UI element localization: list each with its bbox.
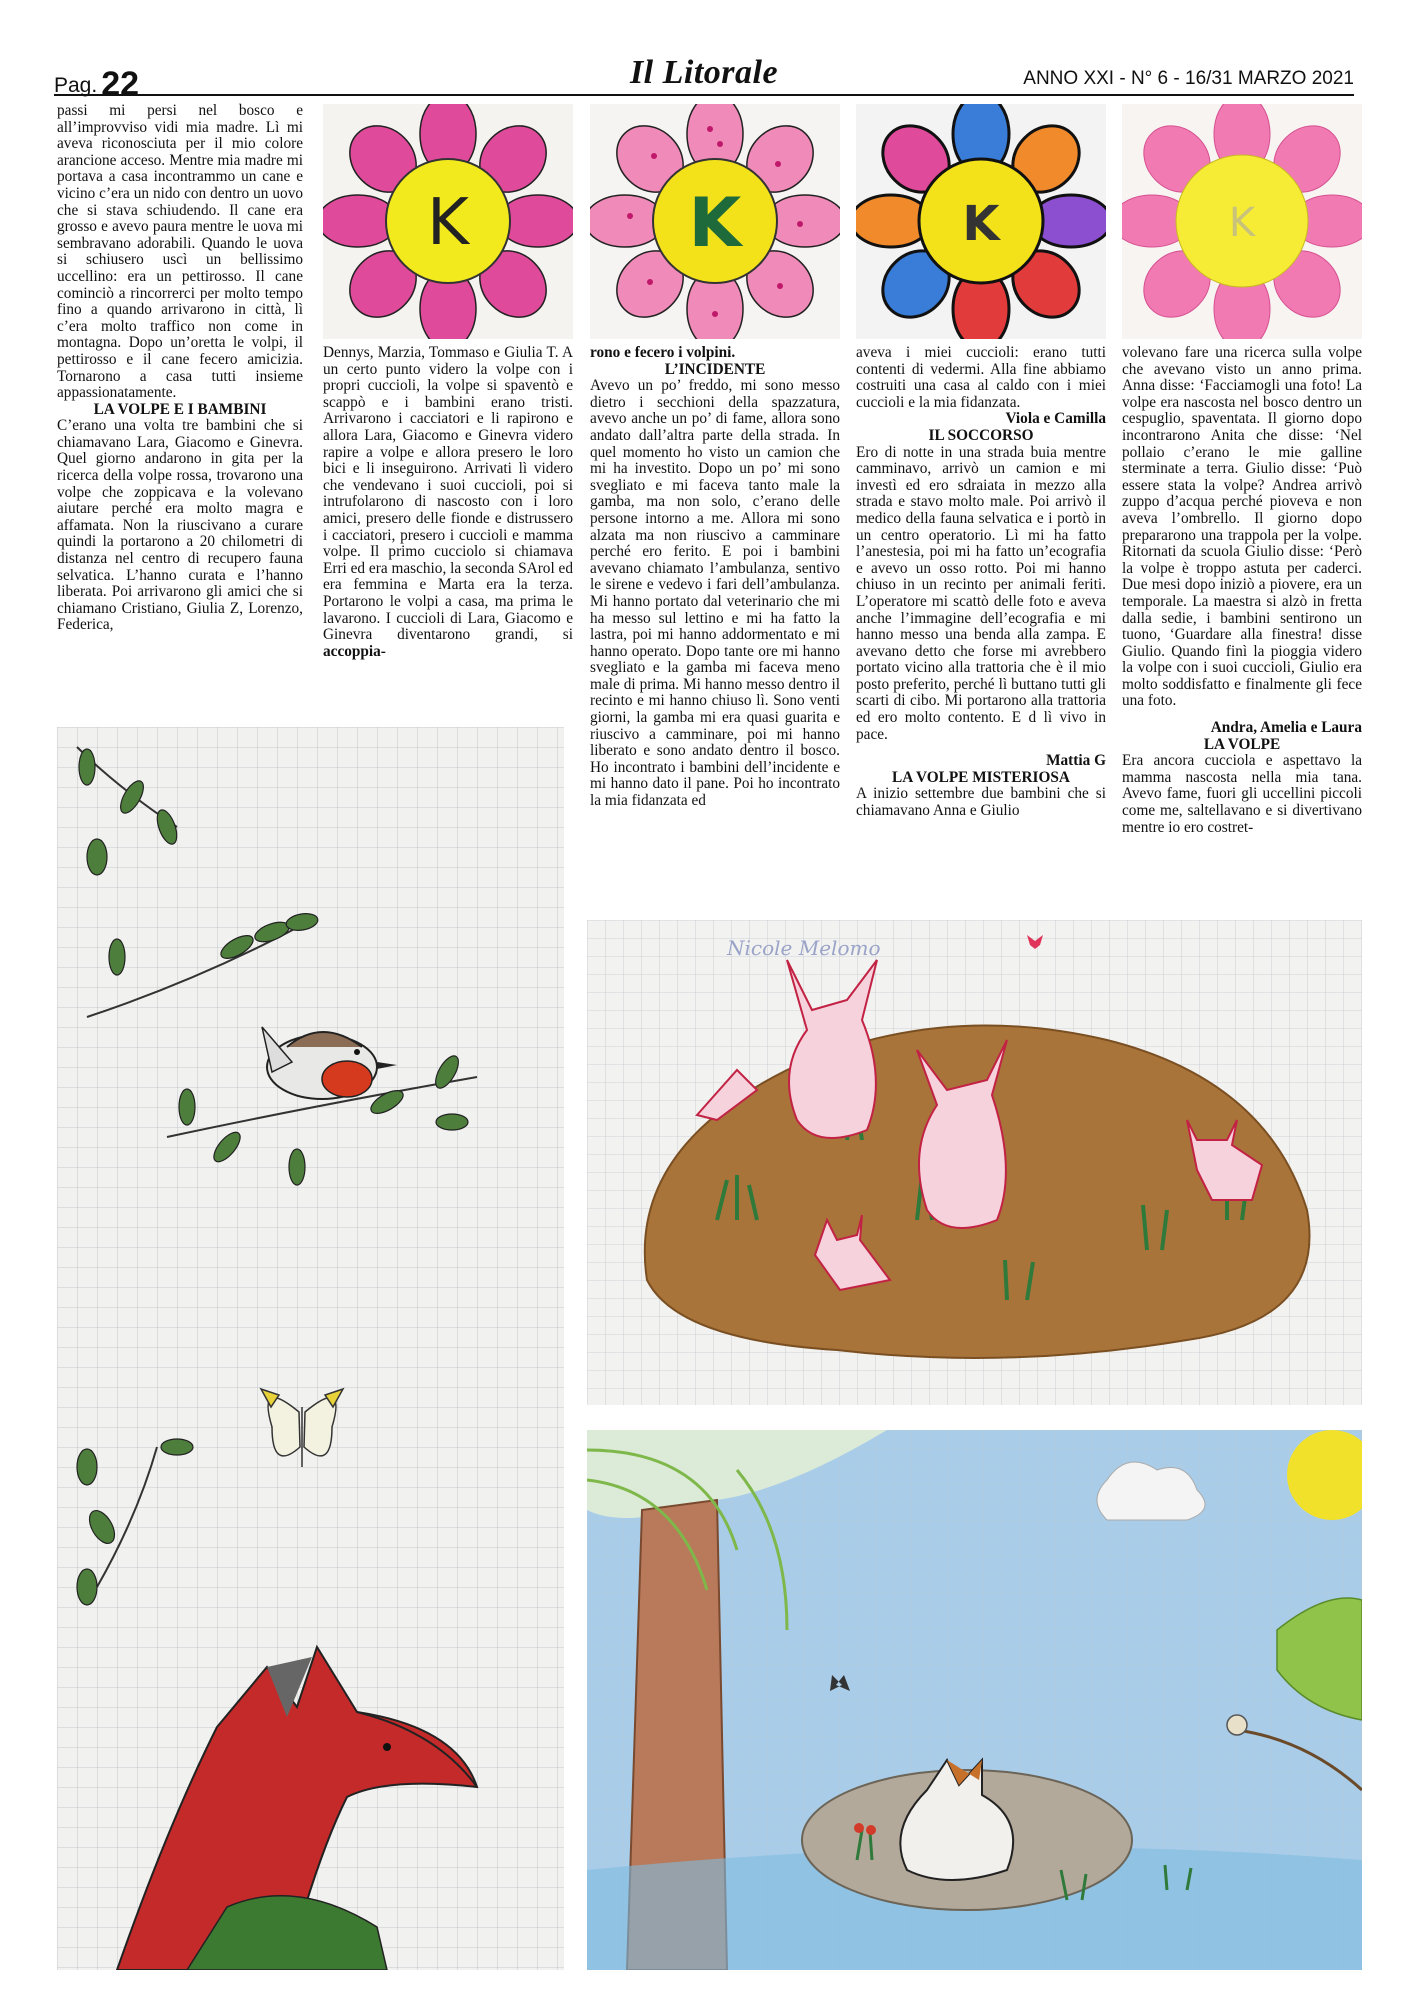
- story-paragraph: Avevo un po’ freddo, mi sono messo dietro i secchioni della spazzatura, avevo anche un po’ di fame, allora sono andato dall’altra parte della strada. In quel momento ho visto un camion che mi ha investito. Dopo un po’ mi sono svegliato e mi faceva tanto male la gamba, ma non solo, c’erano delle persone intorno a me. Allora mi sono alzata ma non riuscivo a camminare perché ero ferito. E poi i bambini avevano chiamato l’ambulanza, sentivo le sirene e vedevo i fari dell’ambulanza. Mi hanno portato dal veterinario che mi ha messo sul lettino e mi ha fatto la lastra, poi mi hanno addormentato e mi hanno operato. Dopo tante ore mi hanno svegliato e la gamba mi faceva meno male di prima. Mi hanno messo dentro il recinto e mi hanno chiuso lì. Sono venti giorni, la gamba mi era quasi guarita e riuscivo a camminare, poi mi hanno liberato e sono andato dentro il bosco. Ho incontrato i bambini dell’incidente e mi hanno dato il pane. Poi ho incontrato la mia fidanzata ed: [590, 377, 840, 810]
- flower-drawing-1: [323, 104, 573, 339]
- story-paragraph: C’erano una volta tre bambini che si chiamavano Lara, Giacomo e Ginevra. Quel giorno andarono in gita per la ricerca della volpe rossa, trovarono una volpe che zoppicava e la volevano aiutare perché era molto magra e affamata. Non la riuscivano a curare quindi la portarono a 20 chilometri di distanza nel centro di recupero fauna selvatica. L’hanno curata e l’hanno liberata. Poi arrivarono gli amici che si chiamano Cristiano, Giulia Z, Lorenzo, Federica,: [57, 417, 303, 634]
- flower-drawing-4: [1122, 104, 1362, 339]
- tree-fox-drawing: [587, 1430, 1362, 1970]
- flower-letter: K: [962, 196, 1000, 252]
- column-1: [57, 103, 303, 634]
- story-paragraph: Ero di notte in una strada buia mentre camminavo, arrivò un camion e mi investì ed ero sdraiata in mezzo alla strada e stavo molto male. Poi arrivò il medico della fauna selvatica e i portò in un centro operatorio. Lì mi ha fatto l’anestesia, poi mi ha fatto un’ecografia e avevo un osso rotto. Poi mi hanno chiuso in un recinto per animali feriti. L’operatore mi scattò delle foto e aveva anche l’immagine dell’ecografia e mi hanno messo una benda alla zampa. E avevano detto che forse mi avrebbero portato vicino alla trattoria che è il mio posto preferito, perché lì buttano tutti gli scarti di cibo. Mi portarono alla trattoria ed ero molto contento. E d lì vivo in pace.: [856, 443, 1106, 743]
- foxes-hill-drawing: [587, 920, 1362, 1405]
- column-3: [590, 345, 840, 810]
- story-paragraph: A inizio settembre due bambini che si chiamavano Anna e Giulio: [856, 785, 1106, 820]
- bird-fox-drawing: [57, 727, 564, 1970]
- flower-drawing-2: [590, 104, 840, 339]
- page-number: Pag. 22: [54, 65, 140, 103]
- author-signature: Viola e Camilla: [1005, 410, 1106, 428]
- story-paragraph: Era ancora cucciola e aspettavo la mamma nascosta nella mia tana. Avevo fame, fuori gli uccellini piccoli come me, saltellavano e si divertivano mentre io ero costret-: [1122, 752, 1362, 836]
- flower-letter: K: [688, 184, 742, 263]
- flower-drawing-3: [856, 104, 1106, 339]
- column-5: [1122, 345, 1362, 836]
- newspaper-title: Il Litorale: [629, 54, 779, 91]
- page-header: [54, 52, 1354, 103]
- story-paragraph: passi mi persi nel bosco e all’improvviso vidi mia madre. Lì mi aveva riconosciuta per il mio colore arancione acceso. Mentre mia madre mi portava a casa incontrammo un cane e vicino c’era un nido con dentro un uovo che si stava schiudendo. Il cane era grosso e avevo paura mentre le uova mi sembravano adorabili. Quando le uova si schiusero uscì un bellissimo uccellino: era un pettirosso. Il cane cominciò a rincorrerci per molto tempo fino a quando arrivarono in città, lì c’era molto traffico non come in montagna. Dopo un’oretta le volpi, il pettirosso e il cane fecero amicizia. Tornarono a casa tutti insieme appassionatamente.: [57, 102, 303, 402]
- story-heading: LA VOLPE: [1203, 735, 1281, 753]
- flower-letter: K: [427, 186, 469, 260]
- story-paragraph: Dennys, Marzia, Tommaso e Giulia T. A un certo punto videro la volpe con i propri cuccioli, la volpe si spaventò e scappò e i bambini erano tristi. Arrivarono i cacciatori e li rapirono e allora Lara, Giacomo e Ginevra videro rapire a volpe e allora presero le loro bici e li inseguirono. Arrivati lì videro che vendevano i suoi cuccioli, poi si intrufolarono di nascosto con i loro amici, presero delle fionde e distrussero i cacciatori, presero i cuccioli e mamma volpe. Il primo cucciolo si chiamava Erri ed era maschio, la seconda SArol ed era femmina e Marta era la terza. Portarono le volpi a casa, ma prima le lavarono. I cuccioli di Lara, Giacomo e Ginevra diventarono grandi, si accoppia-: [323, 344, 573, 660]
- flower-letter: K: [1228, 200, 1256, 246]
- issue-info: ANNO XXI - N° 6 - 16/31 MARZO 2021: [1023, 68, 1354, 89]
- drawing-signature: Nicole Melomo: [727, 936, 881, 960]
- story-heading: IL SOCCORSO: [928, 426, 1034, 444]
- column-4: [856, 345, 1106, 820]
- story-heading: LA VOLPE E I BAMBINI: [93, 400, 267, 418]
- story-paragraph: aveva i miei cuccioli: erano tutti contenti di vedermi. Alla fine abbiamo costruiti una casa al caldo con i miei cuccioli e la mia fidanzata.: [856, 344, 1106, 411]
- story-heading: L’INCIDENTE: [664, 360, 766, 378]
- author-signature: Mattia G: [1046, 752, 1106, 770]
- story-paragraph: volevano fare una ricerca sulla volpe che avevano visto un anno prima. Anna disse: ‘Facciamogli una foto! La volpe era nascosta nel bosco dentro un cespuglio, spaventata. Il giorno dopo incontrarono Anita che disse: ‘Nel pollaio c’erano le mie galline sterminate a terra. Giulio disse: ‘Può essere stata la volpe? Andrea arrivò zuppo d’acqua perché pioveva e non aveva l’ombrello. Il giorno dopo prepararono una trappola per la volpe. Ritornati da scuola Giulio disse: ‘Però la volpe è troppo astuta per caderci. Due mesi dopo iniziò a piovere, era un temporale. La maestra si alzò in fretta dalla sedie, i bambini sentirono un tuono, ‘Guardare alla finestra! disse Giulio. Quando finì la pioggia videro la volpe con i suoi cuccioli, Giulio era molto soddisfatto e finalmente gli fece una foto.: [1122, 344, 1362, 710]
- story-heading: LA VOLPE MISTERIOSA: [892, 768, 1070, 786]
- story-ending: rono e fecero i volpini.: [590, 344, 736, 361]
- author-signature: Andra, Amelia e Laura: [1210, 719, 1362, 737]
- column-2: [323, 345, 573, 660]
